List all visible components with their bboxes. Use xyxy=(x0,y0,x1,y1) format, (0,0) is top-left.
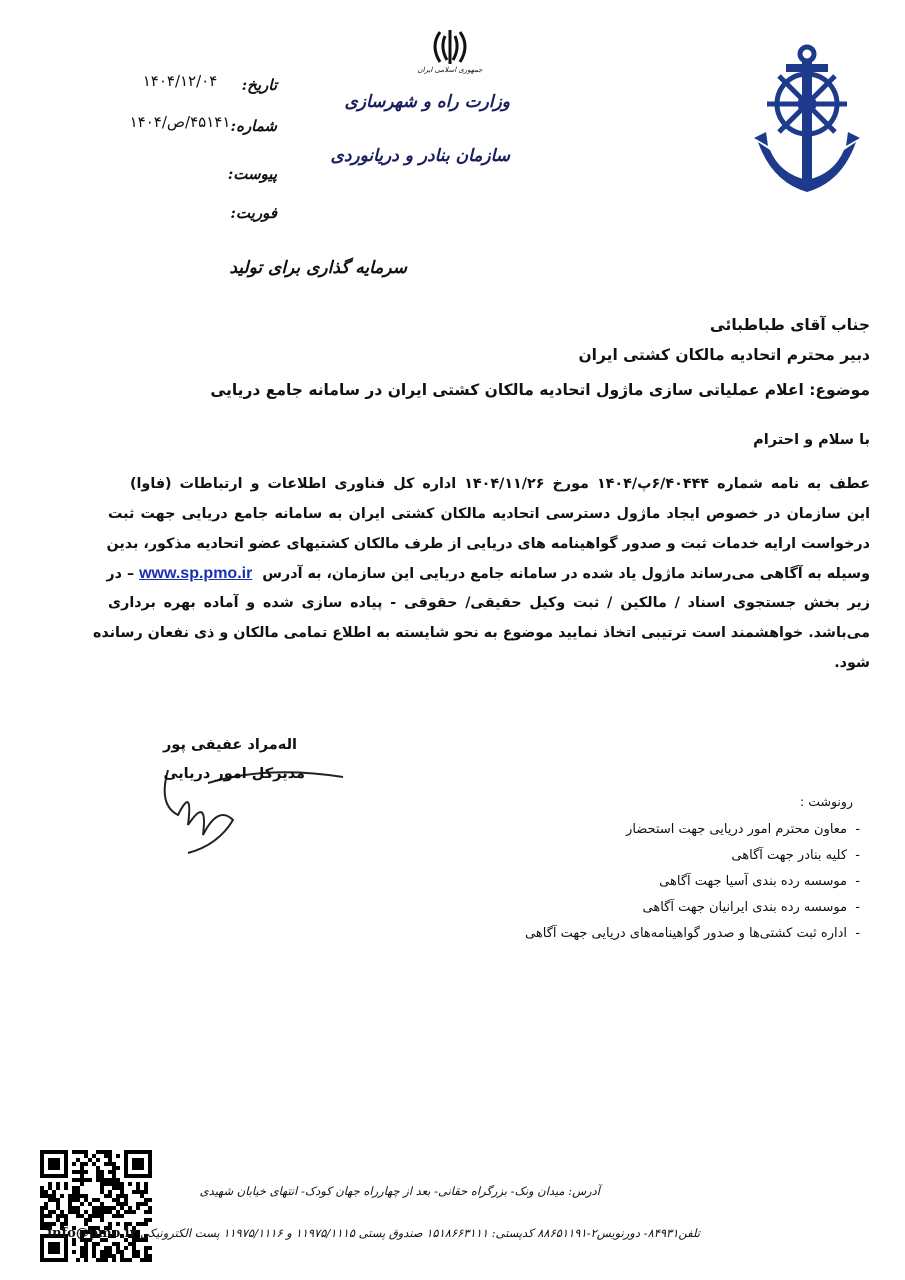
footer-address: آدرس: میدان ونک- بزرگراه حقانی- بعد از چهارراه جهان کودک- انتهای خیابان شهیدی xyxy=(199,1184,600,1198)
cc-label: رونوشت : xyxy=(800,794,853,809)
cc-item: - کلیه بنادر جهت آگاهی xyxy=(731,848,860,863)
emblem-caption: جمهوری اسلامی ایران xyxy=(417,66,483,74)
ministry-name: وزارت راه و شهرسازی xyxy=(344,92,510,112)
organization-name: سازمان بنادر و دریانوردی xyxy=(330,146,510,166)
date-label: تاریخ: xyxy=(241,76,277,94)
number-value: ۴۵۱۴۱/ص/۱۴۰۴ xyxy=(129,113,231,131)
body-line-suffix: – در xyxy=(106,566,135,582)
slogan: سرمایه گذاری برای تولید xyxy=(229,258,407,278)
cc-item: - اداره ثبت کشتی‌ها و صدور گواهینامه‌های دریایی جهت آگاهی xyxy=(525,926,860,941)
footer-email[interactable]: info@pmo.ir xyxy=(47,1226,137,1241)
sp-pmo-link[interactable]: www.sp.pmo.ir xyxy=(139,565,253,582)
signatory-title: مدیرکل امور دریایی xyxy=(163,766,305,782)
recipient-title: دبیر محترم اتحادیه مالکان کشتی ایران xyxy=(578,346,870,364)
signature-scribble xyxy=(148,745,348,860)
body-line: می‌باشد. خواهشمند است ترتیبی اتخاذ نمایید موضوع به نحو شایسته به اطلاع تمامی مالکان و ذی نفعان رسانده xyxy=(92,625,870,641)
footer-contact: تلفن۸۴۹۳۱- دورنویس۲-۸۸۶۵۱۱۹۱ کدپستی: ۱۵۱۸۶۶۳۱۱۱ صندوق پستی ۱۱۹۷۵/۱۱۱۵ و ۱۱۹۷۵/۱۱۱۶ پست الکترونیکی info@pmo.ir xyxy=(47,1226,700,1241)
signatory-name: اله‌مراد عفیفی پور xyxy=(163,737,297,753)
body-line: زیر بخش جستجوی اسناد / مالکین / ثبت وکیل حقیقی/ حقوقی - پیاده سازی شده و آماده بهره برداری xyxy=(108,595,870,611)
date-value: ۱۴۰۴/۱۲/۰۴ xyxy=(142,72,218,90)
recipient-name: جناب آقای طباطبائی xyxy=(709,316,870,334)
qr-code xyxy=(40,1150,152,1262)
cc-item: - معاون محترم امور دریایی جهت استحضار xyxy=(626,822,860,837)
salutation: با سلام و احترام xyxy=(753,432,870,448)
body-line-text: وسیله به آگاهی می‌رساند ماژول یاد شده در سامانه جامع دریایی این سازمان، به آدرس xyxy=(262,566,870,582)
pmo-anchor-logo xyxy=(752,42,862,194)
body-line: شود. xyxy=(834,655,870,671)
body-line: عطف به نامه شماره ۶/۴۰۴۴۴پ/۱۴۰۴ مورخ ۱۴۰۴/۱۱/۲۶ اداره کل فناوری اطلاعات و ارتباطات (فاوا) xyxy=(130,476,870,492)
subject-text: اعلام عملیاتی سازی ماژول اتحادیه مالکان کشتی ایران در سامانه جامع دریایی xyxy=(210,381,804,399)
iran-emblem xyxy=(428,28,472,66)
body-line: این سازمان در خصوص ایجاد ماژول دسترسی اتحادیه مالکان کشتی ایران به سامانه جامع دریایی جهت ثبت xyxy=(108,506,870,522)
number-label: شماره: xyxy=(230,117,277,135)
urgency-label: فوریت: xyxy=(230,204,277,222)
cc-item: - موسسه رده بندی آسیا جهت آگاهی xyxy=(659,874,860,889)
body-line xyxy=(108,565,870,583)
cc-item: - موسسه رده بندی ایرانیان جهت آگاهی xyxy=(642,900,860,915)
attachment-label: پیوست: xyxy=(227,165,277,183)
body-line: درخواست ارایه خدمات ثبت و صدور گواهینامه های دریایی از طرف مالکان کشتیهای عضو اتحادیه مذکور، بدین xyxy=(106,536,870,552)
subject xyxy=(210,381,870,399)
subject-label: موضوع: xyxy=(809,381,870,399)
